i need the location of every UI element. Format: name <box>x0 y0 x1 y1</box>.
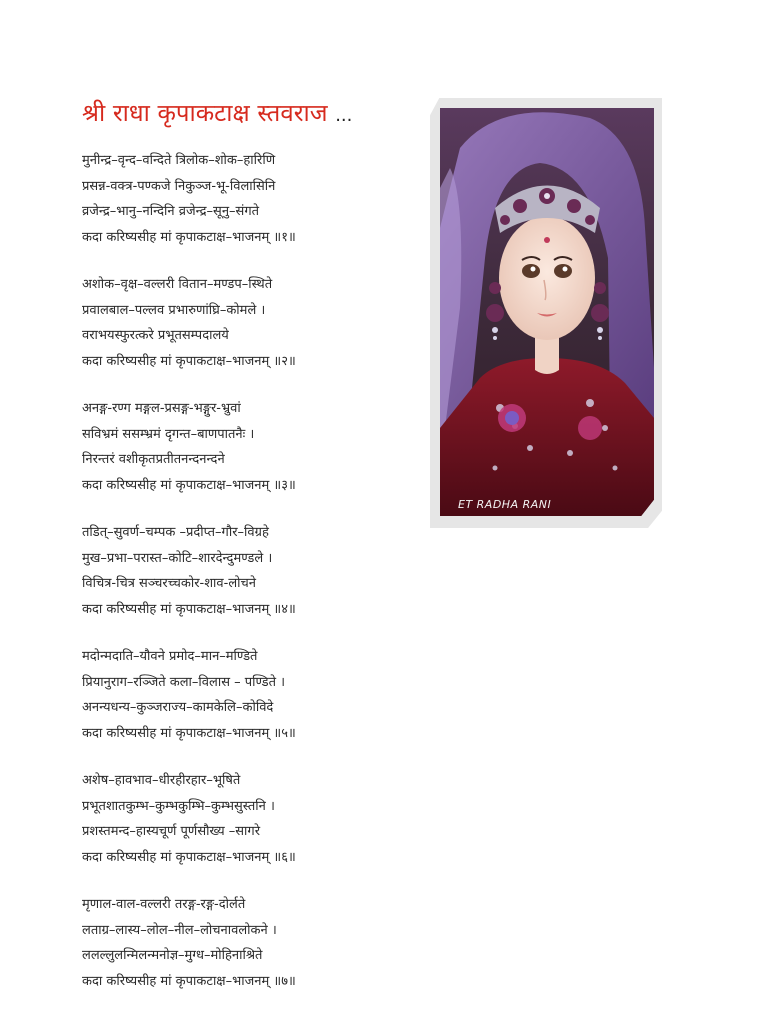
verse-refrain: कदा करिष्यसीह मां कृपाकटाक्ष–भाजनम् ॥५॥ <box>82 725 296 741</box>
verse-line: प्रवालबाल–पल्लव प्रभारुणांघ्रि–कोमले । <box>82 302 266 318</box>
verse-line: मुख–प्रभा–परास्त–कोटि–शारदेन्दुमण्डले । <box>82 550 273 566</box>
verse-line: मुनीन्द्र–वृन्द–वन्दिते त्रिलोक–शोक–हारिणि <box>82 153 276 168</box>
verse-line: तडित्–सुवर्ण–चम्पक –प्रदीप्त–गौर–विग्रहे <box>82 525 269 540</box>
verse-line: लताग्र–लास्य–लोल–नील–लोचनावलोकने । <box>82 922 277 938</box>
verse-line: प्रभूतशातकुम्भ–कुम्भकुम्भि–कुम्भसुस्तनि । <box>82 798 275 814</box>
verse-refrain: कदा करिष्यसीह मां कृपाकटाक्ष–भाजनम् ॥३॥ <box>82 477 296 493</box>
verse-2 <box>82 272 412 374</box>
verse-line: मदोन्मदाति–यौवने प्रमोद–मान–मण्डिते <box>82 649 258 664</box>
verse-refrain: कदा करिष्यसीह मां कृपाकटाक्ष–भाजनम् ॥४॥ <box>82 601 296 617</box>
verse-line: सविभ्रमं ससम्भ्रमं दृगन्त–बाणपातनैः । <box>82 426 255 442</box>
verse-refrain: कदा करिष्यसीह मां कृपाकटाक्ष–भाजनम् ॥६॥ <box>82 849 296 865</box>
verse-1 <box>82 148 412 250</box>
verse-refrain: कदा करिष्यसीह मां कृपाकटाक्ष–भाजनम् ॥७॥ <box>82 973 296 989</box>
stotra-verses <box>82 148 412 1016</box>
verse-line: प्रियानुराग–रञ्जिते कला–विलास – पण्डिते । <box>82 674 286 690</box>
verse-line: अनन्यधन्य–कुञ्जराज्य–कामकेलि–कोविदे <box>82 700 274 715</box>
verse-line: विचित्र-चित्र सञ्चरच्चकोर-शाव-लोचने <box>82 576 256 591</box>
verse-refrain: कदा करिष्यसीह मां कृपाकटाक्ष–भाजनम् ॥१॥ <box>82 229 296 245</box>
title-ellipsis: ... <box>335 105 353 126</box>
page-title <box>82 96 352 129</box>
verse-3 <box>82 396 412 498</box>
verse-line: अशोक–वृक्ष–वल्लरी वितान–मण्डप–स्थिते <box>82 277 273 292</box>
verse-7 <box>82 892 412 994</box>
radha-portrait-image <box>440 108 654 516</box>
title-text: श्री राधा कृपाकटाक्ष स्तवराज <box>82 99 328 127</box>
verse-6 <box>82 768 412 870</box>
verse-line: व्रजेन्द्र–भानु–नन्दिनि व्रजेन्द्र–सूनु–संगते <box>82 204 260 219</box>
verse-4 <box>82 520 412 622</box>
image-caption: ET RADHA RANI <box>458 498 552 511</box>
verse-5 <box>82 644 412 746</box>
verse-line: ललल्लुलन्मिलन्मनोज्ञ–मुग्ध–मोहिनाश्रिते <box>82 948 263 963</box>
verse-line: निरन्तरं वशीकृतप्रतीतनन्दनन्दने <box>82 452 225 467</box>
verse-refrain: कदा करिष्यसीह मां कृपाकटाक्ष–भाजनम् ॥२॥ <box>82 353 296 369</box>
verse-line: अशेष–हावभाव–धीरहीरहार–भूषिते <box>82 773 241 788</box>
verse-line: वराभयस्फुरत्करे प्रभूतसम्पदालये <box>82 328 229 343</box>
verse-line: अनङ्ग-रण्ग मङ्गल-प्रसङ्ग-भङ्गुर-भ्रुवां <box>82 401 241 416</box>
verse-line: प्रशस्तमन्द–हास्यचूर्ण पूर्णसौख्य –सागरे <box>82 824 261 839</box>
verse-line: मृणाल-वाल-वल्लरी तरङ्ग-रङ्ग-दोर्लते <box>82 897 246 912</box>
verse-line: प्रसन्न-वक्त्र-पण्कजे निकुञ्ज-भू-विलासिनि <box>82 178 276 194</box>
